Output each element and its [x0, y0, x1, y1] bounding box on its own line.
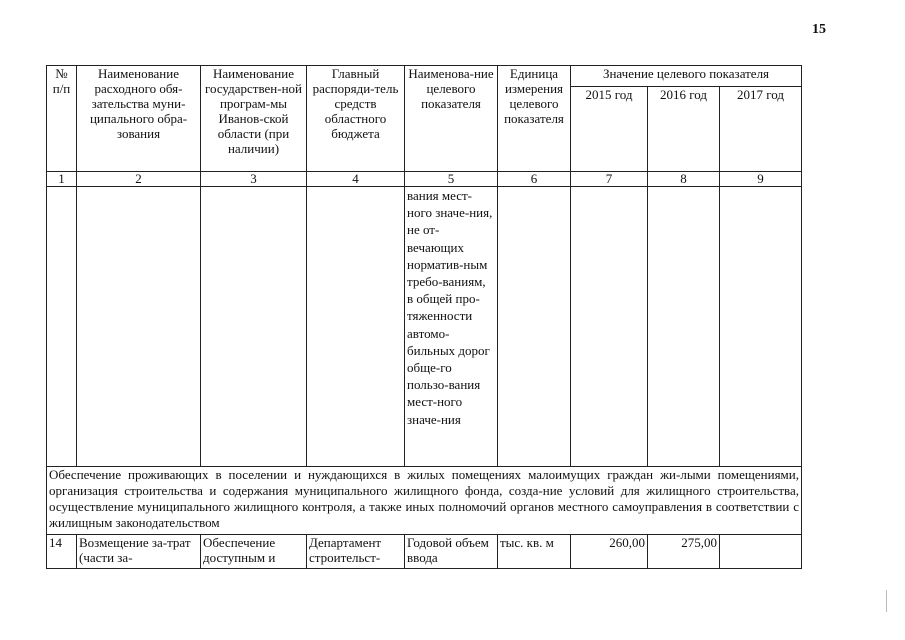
continued-cell-empty [47, 187, 77, 467]
header-budget-manager: Главный распоряди-тель средств областного бюджета [307, 66, 405, 172]
header-number: № п/п [47, 66, 77, 172]
header-obligation: Наименование расходного обя-зательства муни-ципального обра-зования [77, 66, 201, 172]
header-unit: Единица измерения целевого показателя [498, 66, 571, 172]
continued-cell-empty [201, 187, 307, 467]
continued-cell-empty [498, 187, 571, 467]
continued-cell-empty [571, 187, 648, 467]
scan-margin-mark [886, 590, 887, 612]
continued-cell-empty [77, 187, 201, 467]
column-number-3: 3 [201, 172, 307, 187]
column-number-2: 2 [77, 172, 201, 187]
row-unit: тыс. кв. м [498, 535, 571, 569]
continued-cell-empty [307, 187, 405, 467]
row-value-2016: 275,00 [648, 535, 720, 569]
page-number: 15 [812, 22, 826, 37]
row-program: Обеспечение доступным и [201, 535, 307, 569]
column-number-9: 9 [720, 172, 802, 187]
column-number-1: 1 [47, 172, 77, 187]
header-indicator-name: Наименова-ние целевого показателя [405, 66, 498, 172]
row-indicator: Годовой объем ввода [405, 535, 498, 569]
column-number-8: 8 [648, 172, 720, 187]
section-title: Обеспечение проживающих в поселении и нуждающихся в жилых помещениях малоимущих граждан жи-лыми помещениями, организация строительства и содержания муниципального жилищного фонда, созда-ние условий для жилищного строительства, осуществление муниципального жилищного контроля, а также иных полномочий органов местного самоуправления в соответствии с жилищным законодательством [47, 467, 802, 535]
header-indicator-value-group: Значение целевого показателя [571, 66, 802, 87]
continued-cell-empty [648, 187, 720, 467]
continued-indicator-text: вания мест-ного значе-ния, не от-вечающих норматив-ным требо-ваниям, в общей про-тяженности автомо-бильных дорог обще-го пользо-вания мест-ного значе-ния [405, 187, 498, 467]
column-number-5: 5 [405, 172, 498, 187]
header-program: Наименование государствен-ной програм-мы Иванов-ской области (при наличии) [201, 66, 307, 172]
column-number-7: 7 [571, 172, 648, 187]
row-value-2015: 260,00 [571, 535, 648, 569]
column-number-4: 4 [307, 172, 405, 187]
column-number-6: 6 [498, 172, 571, 187]
row-value-2017 [720, 535, 802, 569]
continued-cell-empty [720, 187, 802, 467]
row-budget-manager: Департамент строительст- [307, 535, 405, 569]
header-year-2016: 2016 год [648, 87, 720, 172]
row-obligation: Возмещение за-трат (части за- [77, 535, 201, 569]
row-number: 14 [47, 535, 77, 569]
target-indicators-table [46, 65, 802, 569]
header-year-2017: 2017 год [720, 87, 802, 172]
header-year-2015: 2015 год [571, 87, 648, 172]
